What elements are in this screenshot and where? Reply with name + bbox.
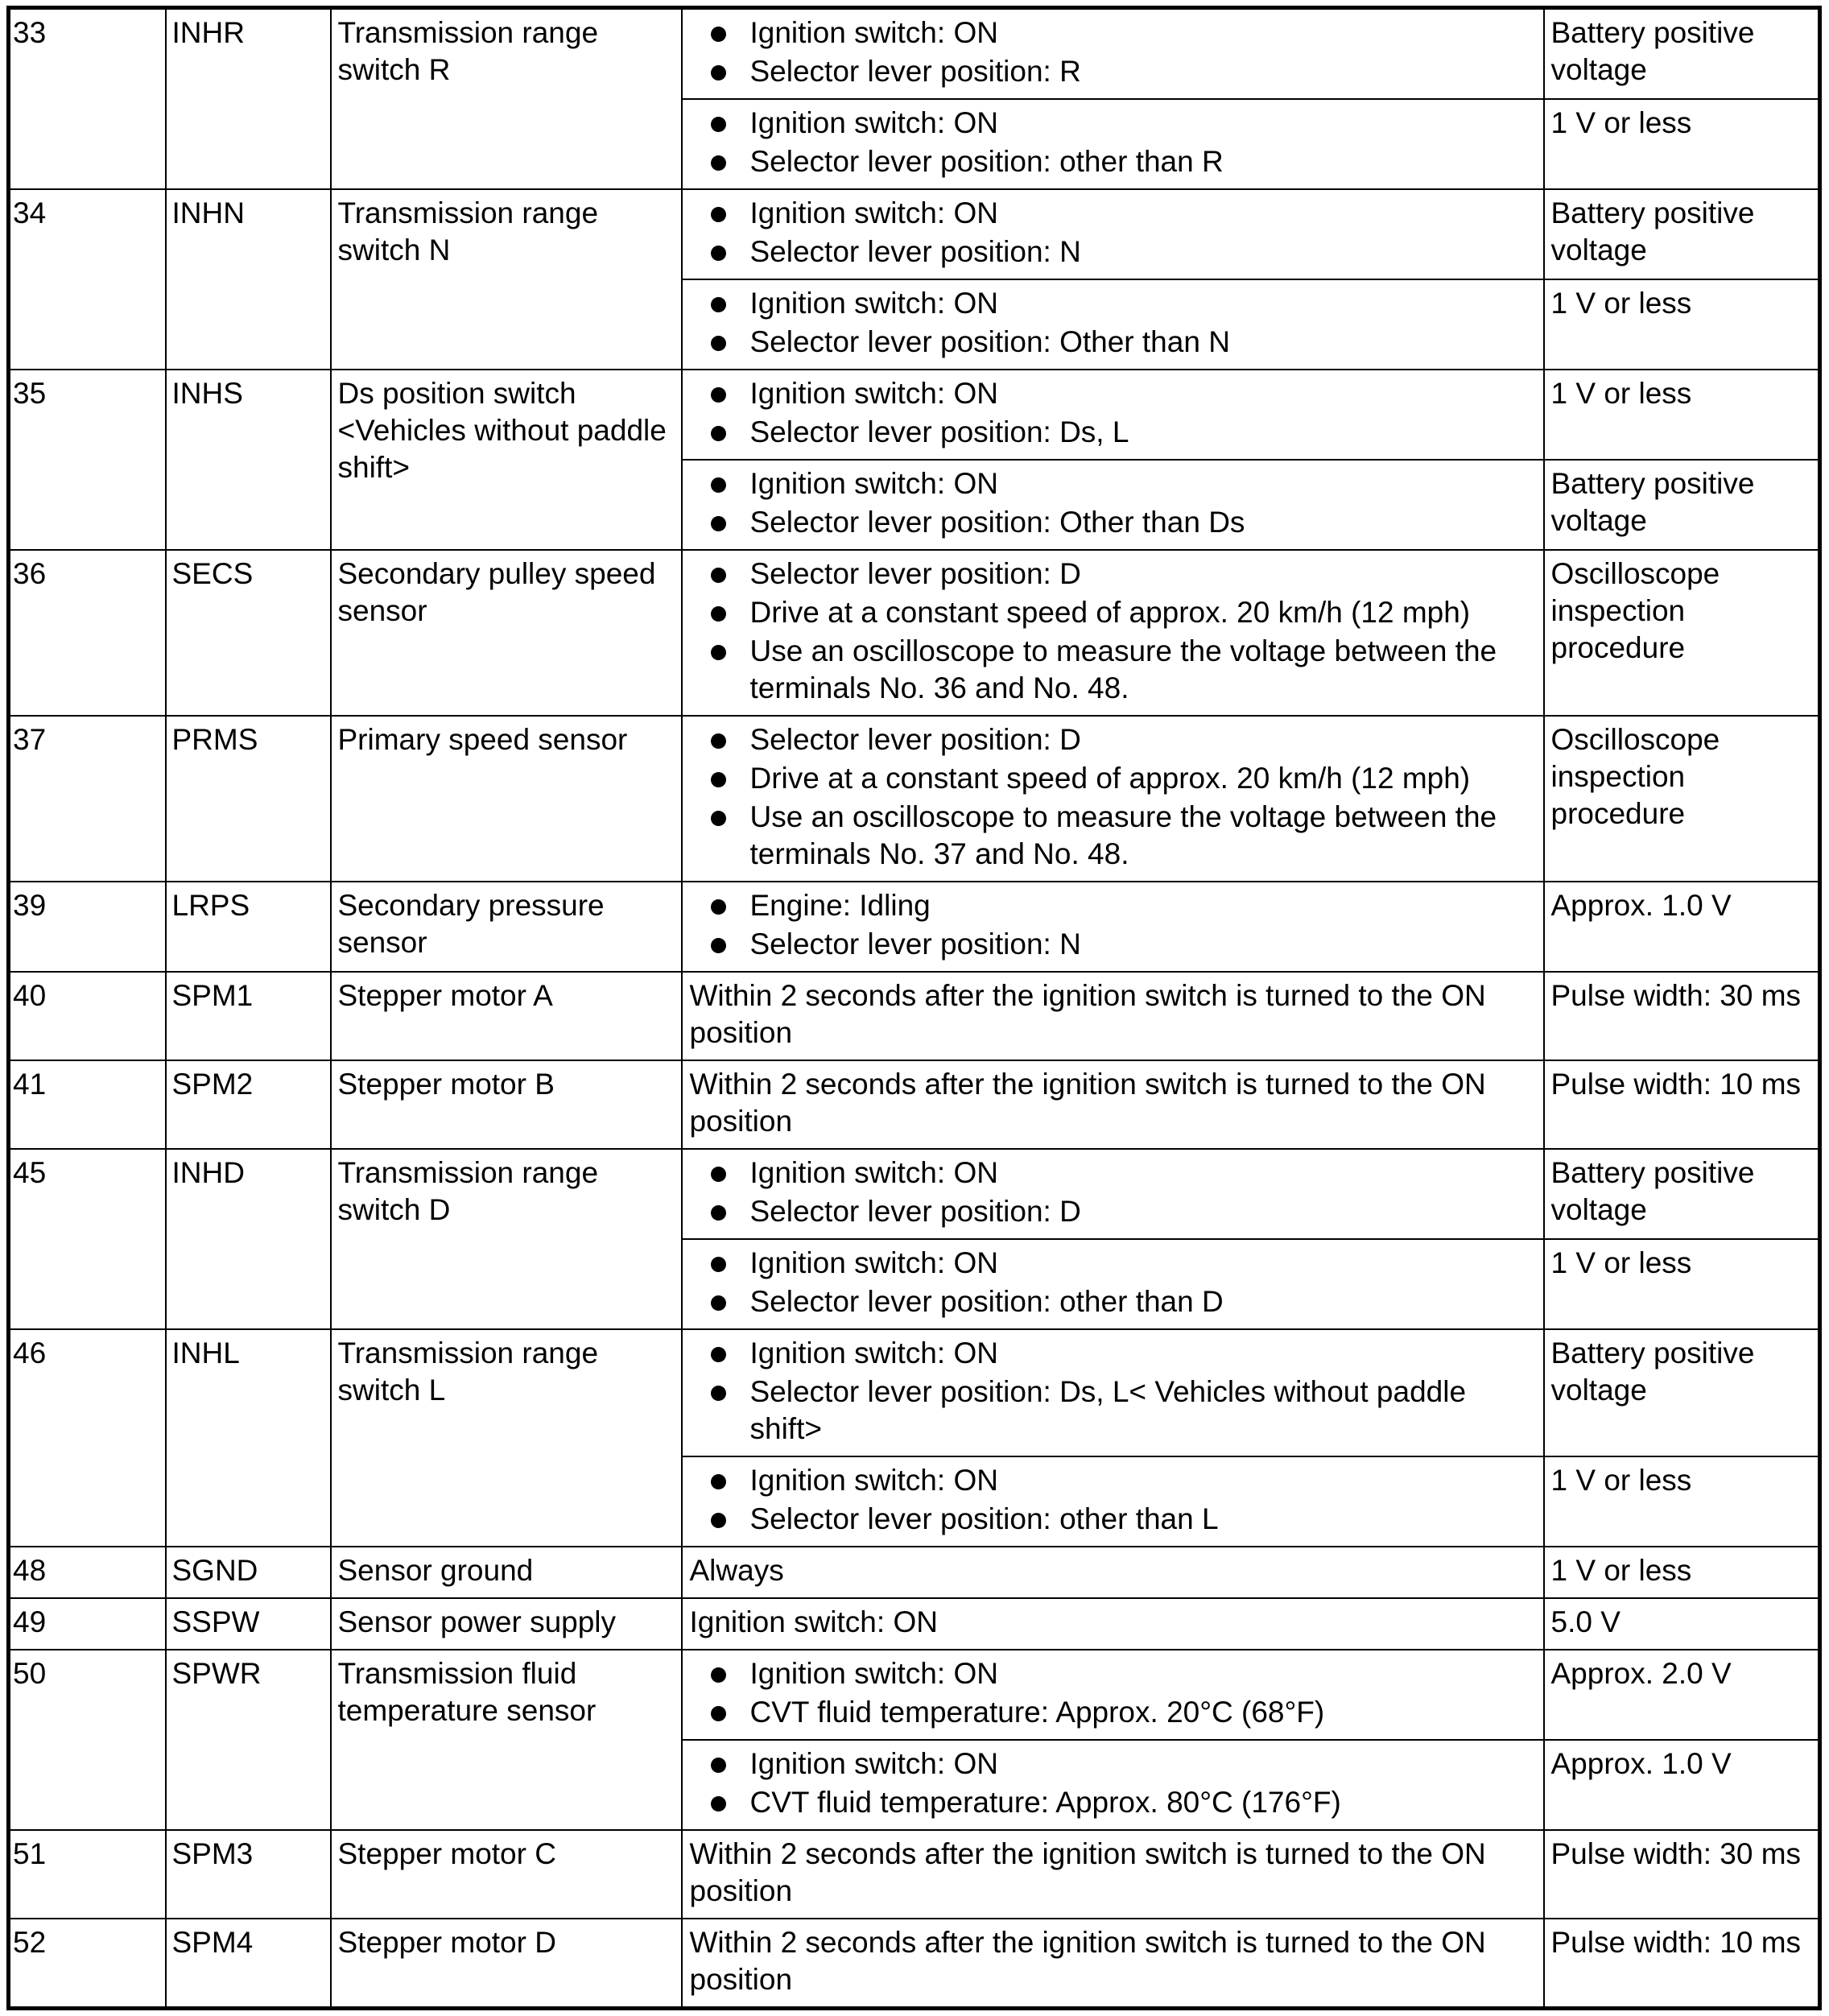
table-row — [9, 882, 1820, 972]
signal-name-cell: SPM2 — [166, 1060, 331, 1149]
value-cell: Approx. 1.0 V — [1544, 1740, 1820, 1830]
condition-item — [690, 594, 1537, 631]
condition-item-text: Use an oscilloscope to measure the voltage between the terminals No. 36 and No. 48. — [749, 634, 1497, 704]
condition-cell: Ignition switch: ON — [682, 1598, 1544, 1650]
value-cell: 1 V or less — [1544, 279, 1820, 370]
condition-item-text: Selector lever position: Ds, L — [749, 415, 1129, 448]
condition-cell: Always — [682, 1547, 1544, 1598]
condition-item-text: Ignition switch: ON — [749, 287, 998, 320]
condition-cell: Within 2 seconds after the ignition switch is turned to the ON position — [682, 1830, 1544, 1919]
bullet-icon — [711, 1205, 726, 1221]
terminal-number-cell: 34 — [9, 189, 166, 370]
signal-name-cell: SPWR — [166, 1650, 331, 1830]
condition-cell — [682, 1329, 1544, 1456]
condition-cell — [682, 8, 1544, 100]
value-cell: Approx. 1.0 V — [1544, 882, 1820, 972]
condition-item — [690, 1155, 1537, 1192]
description-cell: Primary speed sensor — [331, 716, 682, 882]
terminal-number-cell: 35 — [9, 370, 166, 550]
bullet-icon — [711, 899, 726, 915]
condition-item — [690, 143, 1537, 180]
condition-cell — [682, 882, 1544, 972]
condition-list — [690, 105, 1537, 180]
terminal-number-cell: 40 — [9, 972, 166, 1060]
condition-list — [690, 1155, 1537, 1230]
terminal-number-cell: 41 — [9, 1060, 166, 1149]
signal-name-cell: SGND — [166, 1547, 331, 1598]
condition-item — [690, 1335, 1537, 1372]
bullet-icon — [711, 733, 726, 749]
condition-list — [690, 887, 1537, 963]
condition-list — [690, 1335, 1537, 1448]
condition-item — [690, 799, 1537, 873]
table-row — [9, 1060, 1820, 1149]
bullet-icon — [711, 207, 726, 222]
bullet-icon — [711, 1347, 726, 1362]
bullet-icon — [711, 645, 726, 660]
description-cell: Transmission fluid temperature sensor — [331, 1650, 682, 1830]
condition-item-text: Ignition switch: ON — [749, 196, 998, 229]
condition-list — [690, 1462, 1537, 1538]
condition-item-text: Selector lever position: Other than N — [749, 325, 1230, 358]
bullet-icon — [711, 27, 726, 42]
signal-name-cell: INHN — [166, 189, 331, 370]
condition-item-text: Selector lever position: Ds, L< Vehicles without paddle shift> — [749, 1375, 1467, 1445]
description-cell: Secondary pulley speed sensor — [331, 550, 682, 716]
bullet-icon — [711, 1167, 726, 1182]
table-row — [9, 1830, 1820, 1919]
value-cell: Pulse width: 30 ms — [1544, 972, 1820, 1060]
terminal-number-cell: 49 — [9, 1598, 166, 1650]
description-cell: Stepper motor D — [331, 1919, 682, 2009]
bullet-icon — [711, 117, 726, 132]
condition-list — [690, 1745, 1537, 1821]
condition-item-text: Ignition switch: ON — [749, 106, 998, 139]
condition-cell: Within 2 seconds after the ignition switch is turned to the ON position — [682, 972, 1544, 1060]
condition-item-text: Drive at a constant speed of approx. 20 km/h (12 mph) — [749, 596, 1471, 629]
condition-item-text: Selector lever position: other than L — [749, 1502, 1219, 1535]
condition-item-text: Ignition switch: ON — [749, 1464, 998, 1497]
condition-cell — [682, 1456, 1544, 1547]
condition-item — [690, 285, 1537, 322]
condition-list — [690, 556, 1537, 707]
description-cell: Stepper motor B — [331, 1060, 682, 1149]
table-row — [9, 1329, 1820, 1456]
table-row — [9, 550, 1820, 716]
condition-cell — [682, 550, 1544, 716]
bullet-icon — [711, 477, 726, 493]
value-cell: 1 V or less — [1544, 370, 1820, 460]
condition-item-text: Selector lever position: D — [749, 557, 1081, 590]
signal-name-cell: INHR — [166, 8, 331, 190]
signal-name-cell: SECS — [166, 550, 331, 716]
condition-list — [690, 375, 1537, 451]
signal-name-cell: SPM1 — [166, 972, 331, 1060]
description-cell: Secondary pressure sensor — [331, 882, 682, 972]
condition-item — [690, 1745, 1537, 1783]
condition-item-text: Selector lever position: D — [749, 723, 1081, 756]
terminal-number-cell: 51 — [9, 1830, 166, 1919]
condition-item — [690, 414, 1537, 451]
condition-item — [690, 760, 1537, 797]
condition-list — [690, 465, 1537, 541]
value-cell: Oscilloscope inspection procedure — [1544, 550, 1820, 716]
condition-list — [690, 285, 1537, 361]
bullet-icon — [711, 297, 726, 312]
table-row — [9, 1547, 1820, 1598]
condition-item-text: Selector lever position: other than D — [749, 1285, 1224, 1318]
value-cell: Battery positive voltage — [1544, 189, 1820, 279]
value-cell: Oscilloscope inspection procedure — [1544, 716, 1820, 882]
condition-cell: Within 2 seconds after the ignition switch is turned to the ON position — [682, 1060, 1544, 1149]
condition-item — [690, 195, 1537, 232]
description-cell: Stepper motor A — [331, 972, 682, 1060]
table-row — [9, 370, 1820, 460]
terminal-number-cell: 45 — [9, 1149, 166, 1329]
condition-item-text: Selector lever position: N — [749, 927, 1081, 960]
condition-item-text: Ignition switch: ON — [749, 377, 998, 410]
bullet-icon — [711, 811, 726, 826]
condition-cell — [682, 99, 1544, 189]
condition-item — [690, 105, 1537, 142]
bullet-icon — [711, 1758, 726, 1773]
condition-item-text: Ignition switch: ON — [749, 1657, 998, 1690]
condition-item — [690, 465, 1537, 502]
value-cell: Pulse width: 10 ms — [1544, 1060, 1820, 1149]
condition-item — [690, 1374, 1537, 1448]
signal-name-cell: INHD — [166, 1149, 331, 1329]
value-cell: 1 V or less — [1544, 1456, 1820, 1547]
value-cell: 5.0 V — [1544, 1598, 1820, 1650]
value-cell: Approx. 2.0 V — [1544, 1650, 1820, 1740]
condition-item — [690, 1694, 1537, 1731]
condition-cell — [682, 716, 1544, 882]
condition-item-text: Selector lever position: N — [749, 235, 1081, 268]
description-cell: Transmission range switch N — [331, 189, 682, 370]
condition-item — [690, 233, 1537, 271]
signal-name-cell: SPM3 — [166, 1830, 331, 1919]
description-cell: Stepper motor C — [331, 1830, 682, 1919]
value-cell: 1 V or less — [1544, 1239, 1820, 1329]
bullet-icon — [711, 772, 726, 787]
bullet-icon — [711, 938, 726, 953]
condition-item-text: Use an oscilloscope to measure the voltage between the terminals No. 37 and No. 48. — [749, 800, 1497, 870]
terminal-number-cell: 37 — [9, 716, 166, 882]
terminal-number-cell: 50 — [9, 1650, 166, 1830]
table-row — [9, 189, 1820, 279]
value-cell: 1 V or less — [1544, 99, 1820, 189]
condition-item — [690, 53, 1537, 90]
condition-item-text: Ignition switch: ON — [749, 1336, 998, 1369]
condition-list — [690, 1655, 1537, 1731]
condition-list — [690, 721, 1537, 873]
signal-name-cell: SPM4 — [166, 1919, 331, 2009]
terminal-number-cell: 33 — [9, 8, 166, 190]
bullet-icon — [711, 246, 726, 261]
table-row — [9, 1650, 1820, 1740]
value-cell: Pulse width: 30 ms — [1544, 1830, 1820, 1919]
table-row — [9, 972, 1820, 1060]
table-row — [9, 716, 1820, 882]
condition-list — [690, 1245, 1537, 1320]
terminal-inspection-table — [6, 6, 1822, 2010]
value-cell: Battery positive voltage — [1544, 8, 1820, 100]
signal-name-cell: INHL — [166, 1329, 331, 1547]
value-cell: 1 V or less — [1544, 1547, 1820, 1598]
terminal-number-cell: 46 — [9, 1329, 166, 1547]
value-cell: Pulse width: 10 ms — [1544, 1919, 1820, 2009]
bullet-icon — [711, 155, 726, 171]
condition-item-text: Ignition switch: ON — [749, 16, 998, 49]
condition-item-text: Ignition switch: ON — [749, 1246, 998, 1279]
bullet-icon — [711, 426, 726, 441]
description-cell: Sensor ground — [331, 1547, 682, 1598]
condition-cell — [682, 1149, 1544, 1239]
condition-item-text: CVT fluid temperature: Approx. 80°C (176°F) — [749, 1786, 1341, 1819]
signal-name-cell: INHS — [166, 370, 331, 550]
bullet-icon — [711, 516, 726, 531]
condition-item-text: Selector lever position: D — [749, 1195, 1081, 1228]
bullet-icon — [711, 1257, 726, 1272]
condition-item — [690, 556, 1537, 593]
bullet-icon — [711, 1796, 726, 1812]
description-cell: Ds position switch <Vehicles without paddle shift> — [331, 370, 682, 550]
condition-item-text: Selector lever position: other than R — [749, 145, 1224, 178]
table-body — [9, 8, 1820, 2009]
bullet-icon — [711, 1386, 726, 1401]
bullet-icon — [711, 387, 726, 403]
value-cell: Battery positive voltage — [1544, 460, 1820, 550]
table-row — [9, 1149, 1820, 1239]
table-row — [9, 1598, 1820, 1650]
condition-item — [690, 14, 1537, 52]
condition-item — [690, 926, 1537, 963]
signal-name-cell: PRMS — [166, 716, 331, 882]
condition-item-text: Ignition switch: ON — [749, 467, 998, 500]
condition-cell — [682, 279, 1544, 370]
signal-name-cell: SSPW — [166, 1598, 331, 1650]
condition-cell — [682, 1239, 1544, 1329]
bullet-icon — [711, 336, 726, 351]
bullet-icon — [711, 65, 726, 81]
value-cell: Battery positive voltage — [1544, 1329, 1820, 1456]
condition-item-text: Drive at a constant speed of approx. 20 km/h (12 mph) — [749, 762, 1471, 795]
condition-item-text: Engine: Idling — [749, 889, 931, 922]
condition-cell — [682, 460, 1544, 550]
condition-item-text: Ignition switch: ON — [749, 1747, 998, 1780]
condition-item-text: CVT fluid temperature: Approx. 20°C (68°F) — [749, 1696, 1325, 1729]
table-row — [9, 1919, 1820, 2009]
signal-name-cell: LRPS — [166, 882, 331, 972]
condition-item — [690, 504, 1537, 541]
table-row — [9, 8, 1820, 100]
condition-item — [690, 887, 1537, 924]
condition-item — [690, 1784, 1537, 1821]
condition-item — [690, 1462, 1537, 1499]
value-cell: Battery positive voltage — [1544, 1149, 1820, 1239]
terminal-number-cell: 48 — [9, 1547, 166, 1598]
condition-item — [690, 1193, 1537, 1230]
condition-item — [690, 375, 1537, 412]
condition-item-text: Selector lever position: R — [749, 55, 1081, 88]
condition-item — [690, 324, 1537, 361]
condition-item — [690, 633, 1537, 707]
condition-item — [690, 721, 1537, 758]
condition-cell: Within 2 seconds after the ignition switch is turned to the ON position — [682, 1919, 1544, 2009]
condition-cell — [682, 1650, 1544, 1740]
description-cell: Transmission range switch R — [331, 8, 682, 190]
description-cell: Sensor power supply — [331, 1598, 682, 1650]
condition-list — [690, 195, 1537, 271]
terminal-number-cell: 52 — [9, 1919, 166, 2009]
condition-item-text: Ignition switch: ON — [749, 1156, 998, 1189]
description-cell: Transmission range switch L — [331, 1329, 682, 1547]
condition-list — [690, 14, 1537, 90]
bullet-icon — [711, 1295, 726, 1311]
condition-item — [690, 1283, 1537, 1320]
bullet-icon — [711, 1667, 726, 1683]
terminal-number-cell: 39 — [9, 882, 166, 972]
condition-item — [690, 1245, 1537, 1282]
condition-cell — [682, 1740, 1544, 1830]
condition-cell — [682, 370, 1544, 460]
bullet-icon — [711, 1474, 726, 1489]
bullet-icon — [711, 568, 726, 583]
condition-cell — [682, 189, 1544, 279]
description-cell: Transmission range switch D — [331, 1149, 682, 1329]
bullet-icon — [711, 1513, 726, 1528]
bullet-icon — [711, 1706, 726, 1721]
bullet-icon — [711, 606, 726, 622]
condition-item — [690, 1655, 1537, 1692]
condition-item — [690, 1501, 1537, 1538]
terminal-number-cell: 36 — [9, 550, 166, 716]
condition-item-text: Selector lever position: Other than Ds — [749, 506, 1245, 539]
